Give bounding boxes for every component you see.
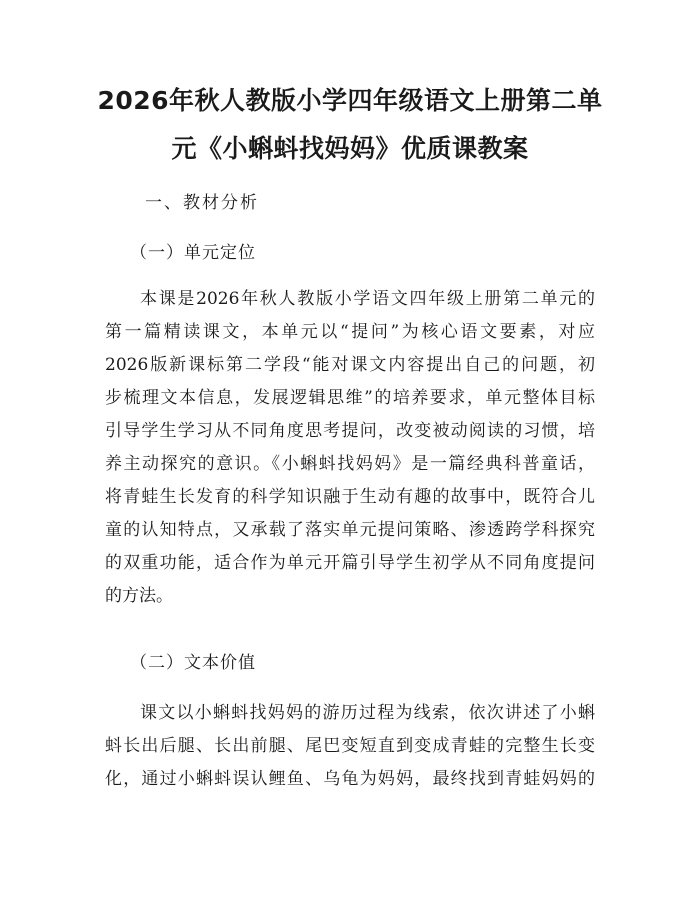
- paragraph-line: 的方法。: [105, 586, 173, 606]
- paragraph-line: 将青蛙生长发育的科学知识融于生动有趣的故事中，既符合儿: [105, 487, 595, 507]
- paragraph-line: 课文以小蝌蚪找妈妈的游历过程为线索，依次讲述了小蝌: [140, 703, 595, 723]
- paragraph-line: 养主动探究的意识。《小蝌蚪找妈妈》是一篇经典科普童话，: [105, 454, 595, 474]
- paragraph-line: 蚪长出后腿、长出前腿、尾巴变短直到变成青蛙的完整生长变: [105, 736, 595, 756]
- document-title-line-1: 2026年秋人教版小学四年级语文上册第二单: [97, 86, 603, 115]
- paragraph-line: 引导学生学习从不同角度思考提问，改变被动阅读的习惯，培: [105, 421, 595, 441]
- paragraph-line: 的双重功能，适合作为单元开篇引导学生初学从不同角度提问: [105, 553, 595, 573]
- paragraph-line: 2026版新课标第二学段“能对课文内容提出自己的问题，初: [105, 355, 595, 375]
- document-title-line-2: 元《小蝌蚪找妈妈》优质课教案: [171, 134, 529, 163]
- subheading-unit-positioning: （一）单元定位: [130, 243, 256, 263]
- section-heading-textbook-analysis: 一、教材分析: [145, 193, 259, 213]
- paragraph-line: 步梳理文本信息，发展逻辑思维”的培养要求，单元整体目标: [105, 388, 595, 408]
- paragraph-line: 第一篇精读课文，本单元以“提问”为核心语文要素，对应: [105, 322, 595, 342]
- paragraph-line: 童的认知特点，又承载了落实单元提问策略、渗透跨学科探究: [105, 520, 595, 540]
- paragraph-line: 化，通过小蝌蚪误认鲤鱼、乌龟为妈妈，最终找到青蛙妈妈的: [105, 769, 595, 789]
- subheading-text-value: （二）文本价值: [130, 653, 256, 673]
- paragraph-line: 本课是2026年秋人教版小学语文四年级上册第二单元的: [140, 289, 595, 309]
